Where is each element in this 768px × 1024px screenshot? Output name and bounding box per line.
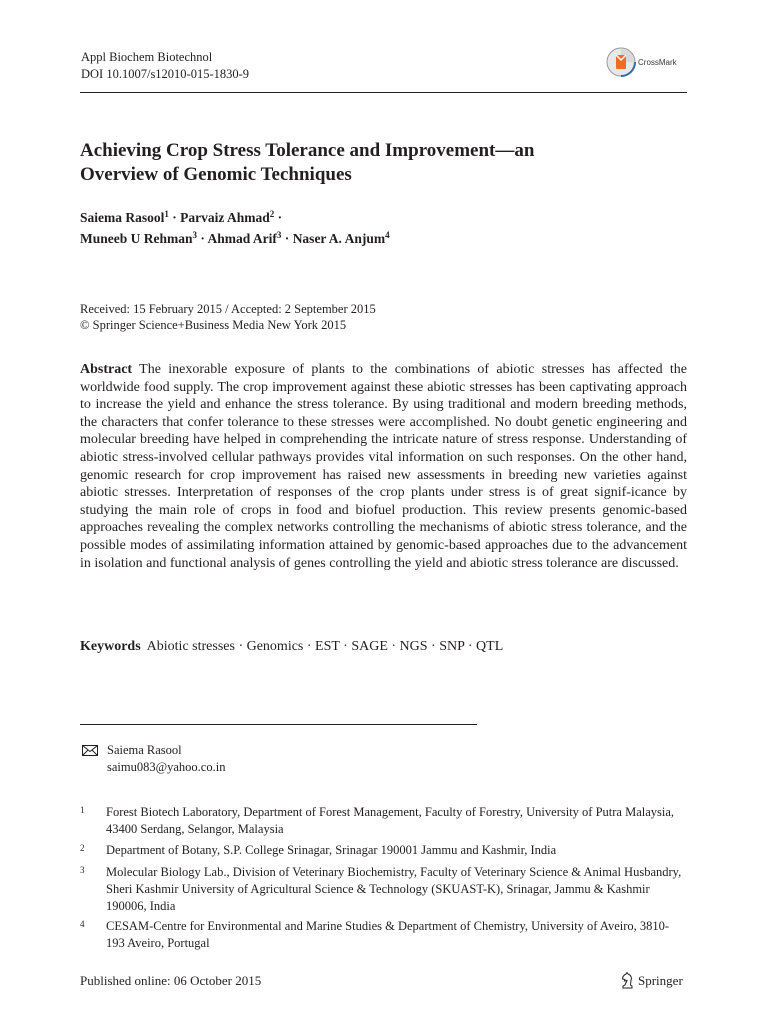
article-dates <box>80 301 376 333</box>
author-separator: · <box>168 210 181 225</box>
envelope-icon <box>82 745 98 756</box>
abstract-heading: Abstract <box>80 362 133 377</box>
affiliation-text: Forest Biotech Laboratory, Department of Forest Management, Faculty of Forestry, University of Putra Malaysia, 43400 Serdang, Selangor, Malaysia <box>106 805 675 836</box>
abstract <box>80 361 687 572</box>
header-rule <box>80 92 687 93</box>
author-name[interactable]: Muneeb U Rehman <box>80 231 193 246</box>
crossmark-badge[interactable] <box>606 47 690 77</box>
affiliation-number: 1 <box>80 805 85 815</box>
affiliation-text: Molecular Biology Lab., Division of Veterinary Biochemistry, Faculty of Veterinary Science & Animal Husbandry, Sheri Kashmir University of Agricultural Science & Technology (SKUAST-K), Srinagar, Jammu & Kashmir 190006, India <box>106 865 682 913</box>
author-line-1 <box>80 207 690 228</box>
author-separator: · <box>281 231 293 246</box>
springer-knight-icon <box>620 972 635 989</box>
crossmark-label: CrossMark <box>638 57 677 67</box>
keywords <box>80 638 687 656</box>
affiliation-text: Department of Botany, S.P. College Srinagar, Srinagar 190001 Jammu and Kashmir, India <box>106 843 557 857</box>
publisher-name: Springer <box>638 972 683 988</box>
springer-logo <box>620 972 683 989</box>
affiliation-number: 2 <box>80 843 85 853</box>
author-list <box>80 207 690 249</box>
journal-header <box>81 49 249 83</box>
doi: DOI 10.1007/s12010-015-1830-9 <box>81 67 250 81</box>
published-online: Published online: 06 October 2015 <box>80 973 262 988</box>
contact-name: Saiema Rasool <box>107 743 182 757</box>
footnote-rule <box>80 724 477 725</box>
author-line-2 <box>80 228 690 249</box>
keywords-text: Abiotic stresses · Genomics · EST · SAGE · NGS · SNP · QTL <box>146 639 504 654</box>
author-affiliation-sup: 4 <box>385 230 390 240</box>
journal-name: Appl Biochem Biotechnol <box>81 50 213 64</box>
affiliation-number: 3 <box>80 865 85 875</box>
affiliation-number: 4 <box>80 919 85 929</box>
copyright: © Springer Science+Business Media New York 2015 <box>80 318 347 332</box>
author-name[interactable]: Saiema Rasool <box>80 210 165 225</box>
title-line-1: Achieving Crop Stress Tolerance and Improvement—an <box>80 140 535 161</box>
author-affiliation-sup: 2 <box>269 209 275 219</box>
author-name[interactable]: Ahmad Arif <box>207 231 277 246</box>
author-separator: · <box>274 210 283 225</box>
keywords-heading: Keywords <box>80 639 141 654</box>
author-name[interactable]: Naser A. Anjum <box>292 231 386 246</box>
crossmark-icon <box>606 47 636 77</box>
author-name[interactable]: Parvaiz Ahmad <box>180 210 270 225</box>
title-line-2: Overview of Genomic Techniques <box>80 164 352 185</box>
author-separator: · <box>197 231 208 246</box>
received-accepted: Received: 15 February 2015 / Accepted: 2 September 2015 <box>80 302 376 316</box>
author-affiliation-sup: 1 <box>164 209 169 219</box>
author-affiliation-sup: 3 <box>276 230 282 240</box>
abstract-text: The inexorable exposure of plants to the combinations of abiotic stresses has affected the worldwide food supply. The crop improvement against these abiotic stresses has been captivating approach to increase the yield and enhance the stress tolerance. By using traditional and modern breeding methods, the characters that confer tolerance to these stresses were accomplished. No doubt genetic engineering and molecular breeding have helped in comprehending the intricate nature of stress response. Understanding of abiotic stress-involved cellular pathways provides vital information on such responses. On the other hand, genomic research for crop improvement has raised new assessments in breeding new varieties against abiotic stresses. Interpretation of responses of the crop plants under stress is of great signif-icance by studying the main role of crops in food and biofuel production. This review presents genomic-based approaches revealing the complex networks controlling the mechanisms of abiotic stress tolerance, and the possible modes of assimilating information attained by genomic-based approaches due to the advancement in isolation and functional analysis of genes controlling the yield and abiotic stress tolerance are discussed. <box>80 362 688 571</box>
affiliation-text: CESAM-Centre for Environmental and Marine Studies & Department of Chemistry, University of Aveiro, 3810-193 Aveiro, Portugal <box>106 919 670 950</box>
author-affiliation-sup: 3 <box>192 230 198 240</box>
article-title <box>80 139 690 187</box>
contact-email[interactable]: saimu083@yahoo.co.in <box>107 759 226 774</box>
